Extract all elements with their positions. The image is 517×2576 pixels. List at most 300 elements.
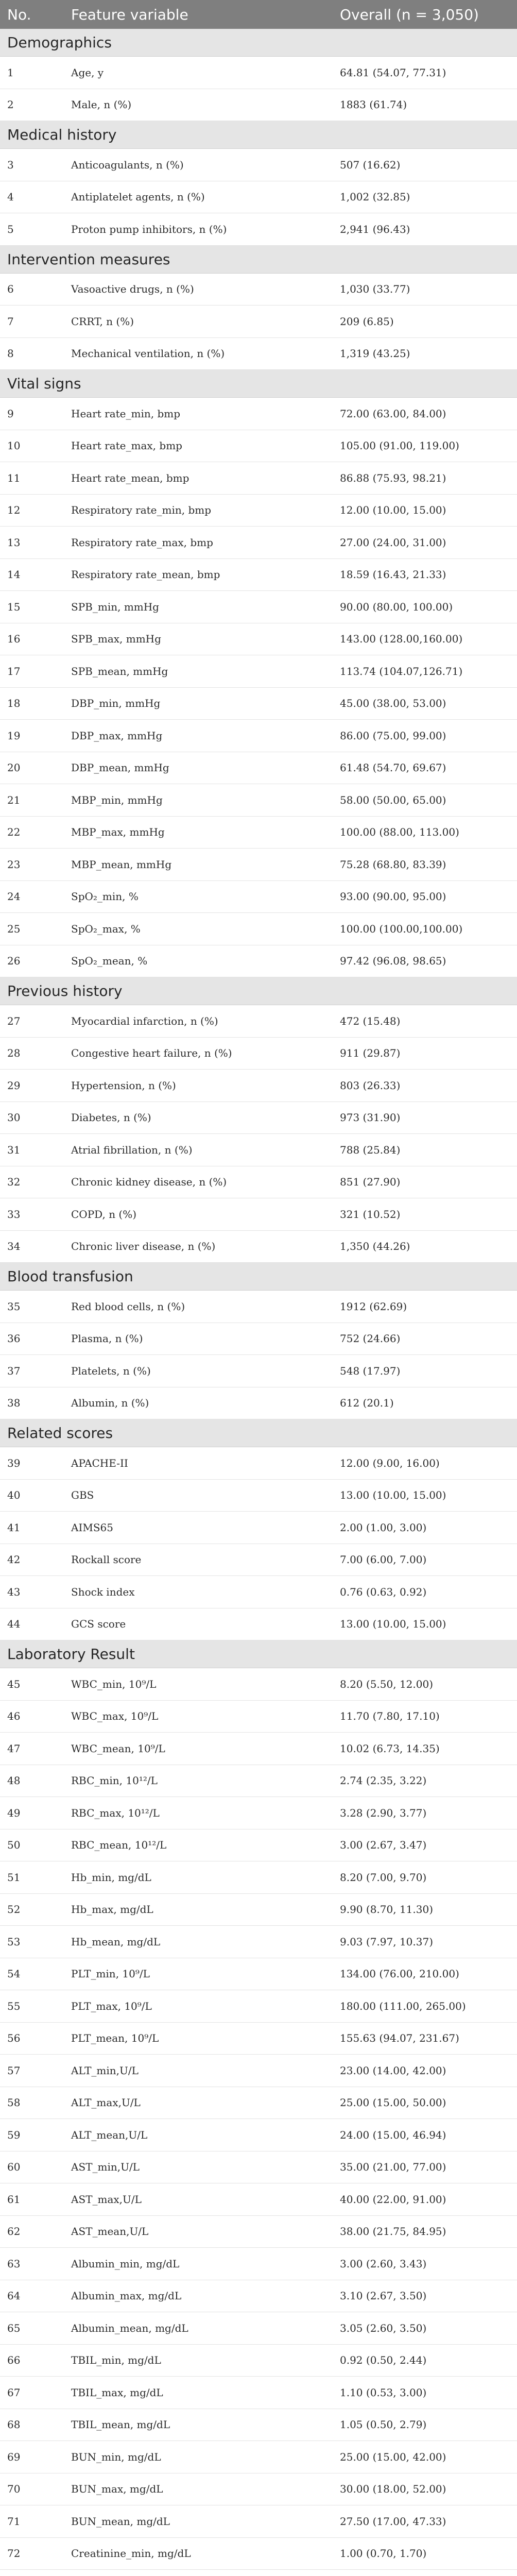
table-row <box>0 1480 517 1512</box>
row-number: 14 <box>7 568 21 581</box>
overall-value: 113.74 (104.07,126.71) <box>340 665 463 677</box>
overall-value: 100.00 (88.00, 113.00) <box>340 826 459 839</box>
feature-name: Albumin, n (%) <box>71 1397 149 1410</box>
overall-value: 3.10 (2.67, 3.50) <box>340 2290 427 2302</box>
overall-value: 143.00 (128.00,160.00) <box>340 633 463 646</box>
feature-name: Congestive heart failure, n (%) <box>71 1047 232 1060</box>
table-row <box>0 1829 517 1862</box>
table-row <box>0 2441 517 2473</box>
row-number: 53 <box>7 1935 21 1948</box>
section-header: Blood transfusion <box>0 1263 517 1291</box>
row-number: 29 <box>7 1079 21 1092</box>
feature-name: SpO₂_mean, % <box>71 955 148 968</box>
feature-name: WBC_mean, 10⁹/L <box>71 1742 165 1755</box>
table-row <box>0 1958 517 1991</box>
table-row <box>0 2312 517 2345</box>
header-feature: Feature variable <box>71 6 188 23</box>
row-number: 22 <box>7 826 21 839</box>
overall-value: 24.00 (15.00, 46.94) <box>340 2128 446 2141</box>
feature-name: Vasoactive drugs, n (%) <box>71 283 194 296</box>
table-row <box>0 2183 517 2216</box>
row-number: 6 <box>7 283 14 296</box>
overall-value: 12.00 (9.00, 16.00) <box>340 1456 440 1469</box>
table-row <box>0 149 517 181</box>
table-row <box>0 1231 517 1263</box>
feature-name: Hypertension, n (%) <box>71 1079 176 1092</box>
table-row <box>0 1668 517 1701</box>
feature-name: AST_min,U/L <box>71 2161 140 2174</box>
table-row <box>0 1323 517 1355</box>
overall-value: 788 (25.84) <box>340 1143 401 1156</box>
header-overall: Overall (n = 3,050) <box>340 6 479 23</box>
overall-value: 1.05 (0.50, 2.79) <box>340 2418 427 2431</box>
row-number: 60 <box>7 2161 21 2174</box>
row-number: 17 <box>7 665 21 677</box>
row-number: 47 <box>7 1742 21 1755</box>
overall-value: 612 (20.1) <box>340 1397 394 1410</box>
table-row <box>0 338 517 370</box>
table-row <box>0 1544 517 1577</box>
feature-name: BUN_min, mg/dL <box>71 2450 161 2463</box>
section-header: Medical history <box>0 121 517 149</box>
feature-name: MBP_max, mmHg <box>71 826 165 839</box>
feature-name: Antiplatelet agents, n (%) <box>71 191 205 204</box>
feature-name: Heart rate_min, bmp <box>71 407 181 420</box>
row-number: 67 <box>7 2386 21 2399</box>
overall-value: 23.00 (14.00, 42.00) <box>340 2064 446 2077</box>
feature-name: Mechanical ventilation, n (%) <box>71 347 225 360</box>
feature-name: COPD, n (%) <box>71 1208 137 1221</box>
row-number: 71 <box>7 2515 21 2528</box>
table-row <box>0 720 517 752</box>
table-row <box>0 2216 517 2248</box>
overall-value: 752 (24.66) <box>340 1332 401 1345</box>
overall-value: 1,319 (43.25) <box>340 347 410 360</box>
row-number: 8 <box>7 347 14 360</box>
row-number: 19 <box>7 729 21 742</box>
row-number: 68 <box>7 2418 21 2431</box>
row-number: 48 <box>7 1774 21 1787</box>
overall-value: 2.00 (1.00, 3.00) <box>340 1521 427 1534</box>
row-number: 20 <box>7 761 21 774</box>
table-row <box>0 430 517 463</box>
feature-name: AST_max,U/L <box>71 2193 142 2206</box>
row-number: 66 <box>7 2354 21 2367</box>
section-header: Related scores <box>0 1419 517 1447</box>
row-number: 49 <box>7 1806 21 1819</box>
table-row <box>0 2505 517 2538</box>
feature-name: RBC_min, 10¹²/L <box>71 1774 158 1787</box>
row-number: 72 <box>7 2547 21 2560</box>
feature-name: PLT_mean, 10⁹/L <box>71 2032 159 2045</box>
feature-name: Respiratory rate_min, bmp <box>71 504 212 517</box>
table-row <box>0 945 517 978</box>
overall-value: 803 (26.33) <box>340 1079 401 1092</box>
row-number: 27 <box>7 1014 21 1027</box>
feature-name: SPB_min, mmHg <box>71 600 159 613</box>
table-row <box>0 2055 517 2087</box>
section-header: Vital signs <box>0 370 517 398</box>
table-row <box>0 2409 517 2442</box>
feature-name: Age, y <box>71 66 104 79</box>
table-row <box>0 213 517 246</box>
feature-name: SpO₂_min, % <box>71 890 139 903</box>
feature-name: Plasma, n (%) <box>71 1332 143 1345</box>
feature-name: RBC_mean, 10¹²/L <box>71 1839 167 1852</box>
overall-value: 10.02 (6.73, 14.35) <box>340 1742 440 1755</box>
overall-value: 27.00 (24.00, 31.00) <box>340 536 446 549</box>
feature-name: MBP_min, mmHg <box>71 793 163 806</box>
feature-name: Male, n (%) <box>71 98 132 111</box>
row-number: 18 <box>7 697 21 710</box>
overall-value: 7.00 (6.00, 7.00) <box>340 1553 427 1566</box>
header-no: No. <box>7 6 31 23</box>
table-row <box>0 398 517 430</box>
table-header <box>0 0 517 29</box>
feature-name: ALT_max,U/L <box>71 2096 141 2109</box>
feature-name: Shock index <box>71 1585 135 1598</box>
overall-value: 180.00 (111.00, 265.00) <box>340 1999 466 2012</box>
row-number: 42 <box>7 1553 21 1566</box>
feature-name: Atrial fibrillation, n (%) <box>71 1143 193 1156</box>
feature-name: Red blood cells, n (%) <box>71 1300 185 1313</box>
feature-name: Chronic kidney disease, n (%) <box>71 1176 227 1189</box>
feature-name: WBC_min, 10⁹/L <box>71 1677 157 1690</box>
row-number: 52 <box>7 1903 21 1916</box>
feature-name: DBP_min, mmHg <box>71 697 161 710</box>
table-row <box>0 57 517 89</box>
table-row <box>0 784 517 817</box>
overall-value: 1883 (61.74) <box>340 98 407 111</box>
overall-value: 155.63 (94.07, 231.67) <box>340 2032 459 2045</box>
overall-value: 100.00 (100.00,100.00) <box>340 922 463 935</box>
table-row <box>0 89 517 122</box>
feature-name: Heart rate_mean, bmp <box>71 471 189 484</box>
overall-value: 35.00 (21.00, 77.00) <box>340 2161 446 2174</box>
table-row <box>0 1291 517 1323</box>
row-number: 34 <box>7 1240 21 1253</box>
overall-value: 1,350 (44.26) <box>340 1240 410 1253</box>
overall-value: 11.70 (7.80, 17.10) <box>340 1710 440 1723</box>
overall-value: 2,941 (96.43) <box>340 223 410 235</box>
feature-name: CRRT, n (%) <box>71 315 134 328</box>
table-row <box>0 1387 517 1420</box>
row-number: 24 <box>7 890 21 903</box>
table-row <box>0 1038 517 1070</box>
table-row <box>0 1797 517 1829</box>
feature-name: APACHE-II <box>71 1456 128 1469</box>
table-row <box>0 1701 517 1733</box>
row-number: 61 <box>7 2193 21 2206</box>
feature-name: SPB_max, mmHg <box>71 633 161 646</box>
row-number: 4 <box>7 191 14 204</box>
feature-name: ALT_min,U/L <box>71 2064 139 2077</box>
overall-value: 93.00 (90.00, 95.00) <box>340 890 446 903</box>
feature-name: Albumin_min, mg/dL <box>71 2257 180 2270</box>
table-row <box>0 1198 517 1231</box>
row-number: 41 <box>7 1521 21 1534</box>
overall-value: 3.28 (2.90, 3.77) <box>340 1806 427 1819</box>
overall-value: 2.74 (2.35, 3.22) <box>340 1774 427 1787</box>
overall-value: 38.00 (21.75, 84.95) <box>340 2225 446 2238</box>
table-row <box>0 817 517 849</box>
feature-name: BUN_max, mg/dL <box>71 2483 163 2496</box>
feature-name: DBP_mean, mmHg <box>71 761 169 774</box>
overall-value: 3.00 (2.67, 3.47) <box>340 1839 427 1852</box>
table-row <box>0 1990 517 2023</box>
overall-value: 75.28 (68.80, 83.39) <box>340 858 446 871</box>
overall-value: 134.00 (76.00, 210.00) <box>340 1968 459 1980</box>
overall-value: 209 (6.85) <box>340 315 394 328</box>
row-number: 56 <box>7 2032 21 2045</box>
overall-value: 472 (15.48) <box>340 1014 401 1027</box>
overall-value: 97.42 (96.08, 98.65) <box>340 955 446 968</box>
feature-name: ALT_mean,U/L <box>71 2128 148 2141</box>
table-body <box>0 29 517 2576</box>
feature-name: Respiratory rate_mean, bmp <box>71 568 220 581</box>
feature-name: Hb_min, mg/dL <box>71 1871 151 1884</box>
table-row <box>0 623 517 656</box>
feature-name: SPB_mean, mmHg <box>71 665 168 677</box>
row-number: 15 <box>7 600 21 613</box>
table-row <box>0 1733 517 1765</box>
table-row <box>0 688 517 720</box>
overall-value: 61.48 (54.70, 69.67) <box>340 761 446 774</box>
overall-value: 1,002 (32.85) <box>340 191 410 204</box>
row-number: 10 <box>7 439 21 452</box>
overall-value: 3.00 (2.60, 3.43) <box>340 2257 427 2270</box>
table-row <box>0 274 517 306</box>
overall-value: 9.90 (8.70, 11.30) <box>340 1903 433 1916</box>
overall-value: 90.00 (80.00, 100.00) <box>340 600 453 613</box>
table-row <box>0 752 517 785</box>
row-number: 40 <box>7 1489 21 1502</box>
row-number: 63 <box>7 2257 21 2270</box>
table-row <box>0 462 517 495</box>
overall-value: 1.00 (0.70, 1.70) <box>340 2547 427 2560</box>
row-number: 3 <box>7 158 14 171</box>
row-number: 37 <box>7 1364 21 1377</box>
feature-name: AIMS65 <box>71 1521 113 1534</box>
feature-name: BUN_mean, mg/dL <box>71 2515 170 2528</box>
row-number: 57 <box>7 2064 21 2077</box>
table-row <box>0 2151 517 2184</box>
row-number: 44 <box>7 1618 21 1631</box>
row-number: 70 <box>7 2483 21 2496</box>
table-row <box>0 2377 517 2409</box>
overall-value: 12.00 (10.00, 15.00) <box>340 504 446 517</box>
row-number: 2 <box>7 98 14 111</box>
row-number: 28 <box>7 1047 21 1060</box>
overall-value: 40.00 (22.00, 91.00) <box>340 2193 446 2206</box>
feature-name: MBP_mean, mmHg <box>71 858 172 871</box>
overall-value: 25.00 (15.00, 42.00) <box>340 2450 446 2463</box>
row-number: 11 <box>7 471 21 484</box>
row-number: 7 <box>7 315 14 328</box>
row-number: 12 <box>7 504 21 517</box>
row-number: 23 <box>7 858 21 871</box>
table-row <box>0 2473 517 2506</box>
section-header: Intervention measures <box>0 246 517 274</box>
table-row <box>0 1005 517 1038</box>
row-number: 16 <box>7 633 21 646</box>
table-row <box>0 1355 517 1387</box>
row-number: 26 <box>7 955 21 968</box>
feature-name: Heart rate_max, bmp <box>71 439 182 452</box>
table-row <box>0 1576 517 1608</box>
overall-value: 1912 (62.69) <box>340 1300 407 1313</box>
feature-name: SpO₂_max, % <box>71 922 141 935</box>
row-number: 32 <box>7 1176 21 1189</box>
table-row <box>0 2023 517 2055</box>
overall-value: 25.00 (15.00, 50.00) <box>340 2096 446 2109</box>
table-row <box>0 527 517 559</box>
feature-name: Creatinine_min, mg/dL <box>71 2547 191 2560</box>
feature-name: Hb_max, mg/dL <box>71 1903 153 1916</box>
row-number: 55 <box>7 1999 21 2012</box>
row-number: 5 <box>7 223 14 235</box>
overall-value: 58.00 (50.00, 65.00) <box>340 793 446 806</box>
row-number: 35 <box>7 1300 21 1313</box>
overall-value: 1,030 (33.77) <box>340 283 410 296</box>
row-number: 58 <box>7 2096 21 2109</box>
overall-value: 13.00 (10.00, 15.00) <box>340 1618 446 1631</box>
feature-name: Anticoagulants, n (%) <box>71 158 184 171</box>
row-number: 38 <box>7 1397 21 1410</box>
row-number: 54 <box>7 1968 21 1980</box>
row-number: 13 <box>7 536 21 549</box>
overall-value: 105.00 (91.00, 119.00) <box>340 439 459 452</box>
feature-name: Hb_mean, mg/dL <box>71 1935 161 1948</box>
overall-value: 1.10 (0.53, 3.00) <box>340 2386 427 2399</box>
table-row <box>0 2087 517 2120</box>
feature-name: Chronic liver disease, n (%) <box>71 1240 216 1253</box>
feature-name: TBIL_min, mg/dL <box>71 2354 161 2367</box>
overall-value: 8.20 (5.50, 12.00) <box>340 1677 433 1690</box>
row-number: 33 <box>7 1208 21 1221</box>
overall-value: 507 (16.62) <box>340 158 401 171</box>
table-row <box>0 2570 517 2576</box>
row-number: 30 <box>7 1111 21 1124</box>
overall-value: 45.00 (38.00, 53.00) <box>340 697 446 710</box>
table-row <box>0 1166 517 1199</box>
row-number: 59 <box>7 2128 21 2141</box>
table-row <box>0 306 517 338</box>
table-row <box>0 1861 517 1894</box>
table-row <box>0 2345 517 2377</box>
table-row <box>0 1512 517 1544</box>
row-number: 50 <box>7 1839 21 1852</box>
row-number: 36 <box>7 1332 21 1345</box>
overall-value: 8.20 (7.00, 9.70) <box>340 1871 427 1884</box>
overall-value: 973 (31.90) <box>340 1111 401 1124</box>
row-number: 64 <box>7 2290 21 2302</box>
overall-value: 86.00 (75.00, 99.00) <box>340 729 446 742</box>
feature-name: GBS <box>71 1489 94 1502</box>
row-number: 45 <box>7 1677 21 1690</box>
overall-value: 851 (27.90) <box>340 1176 401 1189</box>
table-row <box>0 2280 517 2313</box>
overall-value: 27.50 (17.00, 47.33) <box>340 2515 446 2528</box>
section-header: Previous history <box>0 977 517 1005</box>
row-number: 25 <box>7 922 21 935</box>
table-row <box>0 913 517 945</box>
section-header: Demographics <box>0 29 517 57</box>
feature-name: RBC_max, 10¹²/L <box>71 1806 160 1819</box>
table-row <box>0 1926 517 1958</box>
table-row <box>0 2248 517 2280</box>
table-row <box>0 1894 517 1926</box>
overall-value: 18.59 (16.43, 21.33) <box>340 568 446 581</box>
table-row <box>0 1765 517 1798</box>
feature-name: WBC_max, 10⁹/L <box>71 1710 159 1723</box>
row-number: 51 <box>7 1871 21 1884</box>
row-number: 69 <box>7 2450 21 2463</box>
table-row <box>0 655 517 688</box>
feature-name: Albumin_max, mg/dL <box>71 2290 182 2302</box>
row-number: 21 <box>7 793 21 806</box>
overall-value: 548 (17.97) <box>340 1364 401 1377</box>
table-row <box>0 181 517 214</box>
table-row <box>0 1447 517 1480</box>
feature-name: Myocardial infarction, n (%) <box>71 1014 218 1027</box>
feature-name: Respiratory rate_max, bmp <box>71 536 213 549</box>
feature-name: Rockall score <box>71 1553 142 1566</box>
table-row <box>0 2119 517 2151</box>
table-row <box>0 559 517 591</box>
table-row <box>0 495 517 527</box>
feature-name: Proton pump inhibitors, n (%) <box>71 223 227 235</box>
overall-value: 321 (10.52) <box>340 1208 401 1221</box>
overall-value: 9.03 (7.97, 10.37) <box>340 1935 433 1948</box>
feature-name: Albumin_mean, mg/dL <box>71 2321 188 2334</box>
table-row <box>0 1134 517 1166</box>
overall-value: 86.88 (75.93, 98.21) <box>340 471 446 484</box>
row-number: 62 <box>7 2225 21 2238</box>
overall-value: 72.00 (63.00, 84.00) <box>340 407 446 420</box>
feature-name: DBP_max, mmHg <box>71 729 163 742</box>
overall-value: 30.00 (18.00, 52.00) <box>340 2483 446 2496</box>
feature-name: TBIL_mean, mg/dL <box>71 2418 170 2431</box>
table-row <box>0 881 517 913</box>
overall-value: 13.00 (10.00, 15.00) <box>340 1489 446 1502</box>
row-number: 39 <box>7 1456 21 1469</box>
overall-value: 64.81 (54.07, 77.31) <box>340 66 446 79</box>
table-row <box>0 1070 517 1102</box>
table-row <box>0 1608 517 1641</box>
feature-name: GCS score <box>71 1618 126 1631</box>
row-number: 46 <box>7 1710 21 1723</box>
table-row <box>0 2538 517 2570</box>
feature-name: AST_mean,U/L <box>71 2225 149 2238</box>
row-number: 9 <box>7 407 14 420</box>
row-number: 43 <box>7 1585 21 1598</box>
table-row <box>0 1102 517 1134</box>
row-number: 31 <box>7 1143 21 1156</box>
overall-value: 911 (29.87) <box>340 1047 401 1060</box>
section-header: Laboratory Result <box>0 1640 517 1668</box>
row-number: 1 <box>7 66 14 79</box>
overall-value: 3.05 (2.60, 3.50) <box>340 2321 427 2334</box>
feature-name: TBIL_max, mg/dL <box>71 2386 163 2399</box>
table-row <box>0 591 517 623</box>
overall-value: 0.92 (0.50, 2.44) <box>340 2354 427 2367</box>
table-row <box>0 849 517 881</box>
row-number: 65 <box>7 2321 21 2334</box>
overall-value: 0.76 (0.63, 0.92) <box>340 1585 427 1598</box>
feature-name: Diabetes, n (%) <box>71 1111 151 1124</box>
feature-name: Platelets, n (%) <box>71 1364 151 1377</box>
